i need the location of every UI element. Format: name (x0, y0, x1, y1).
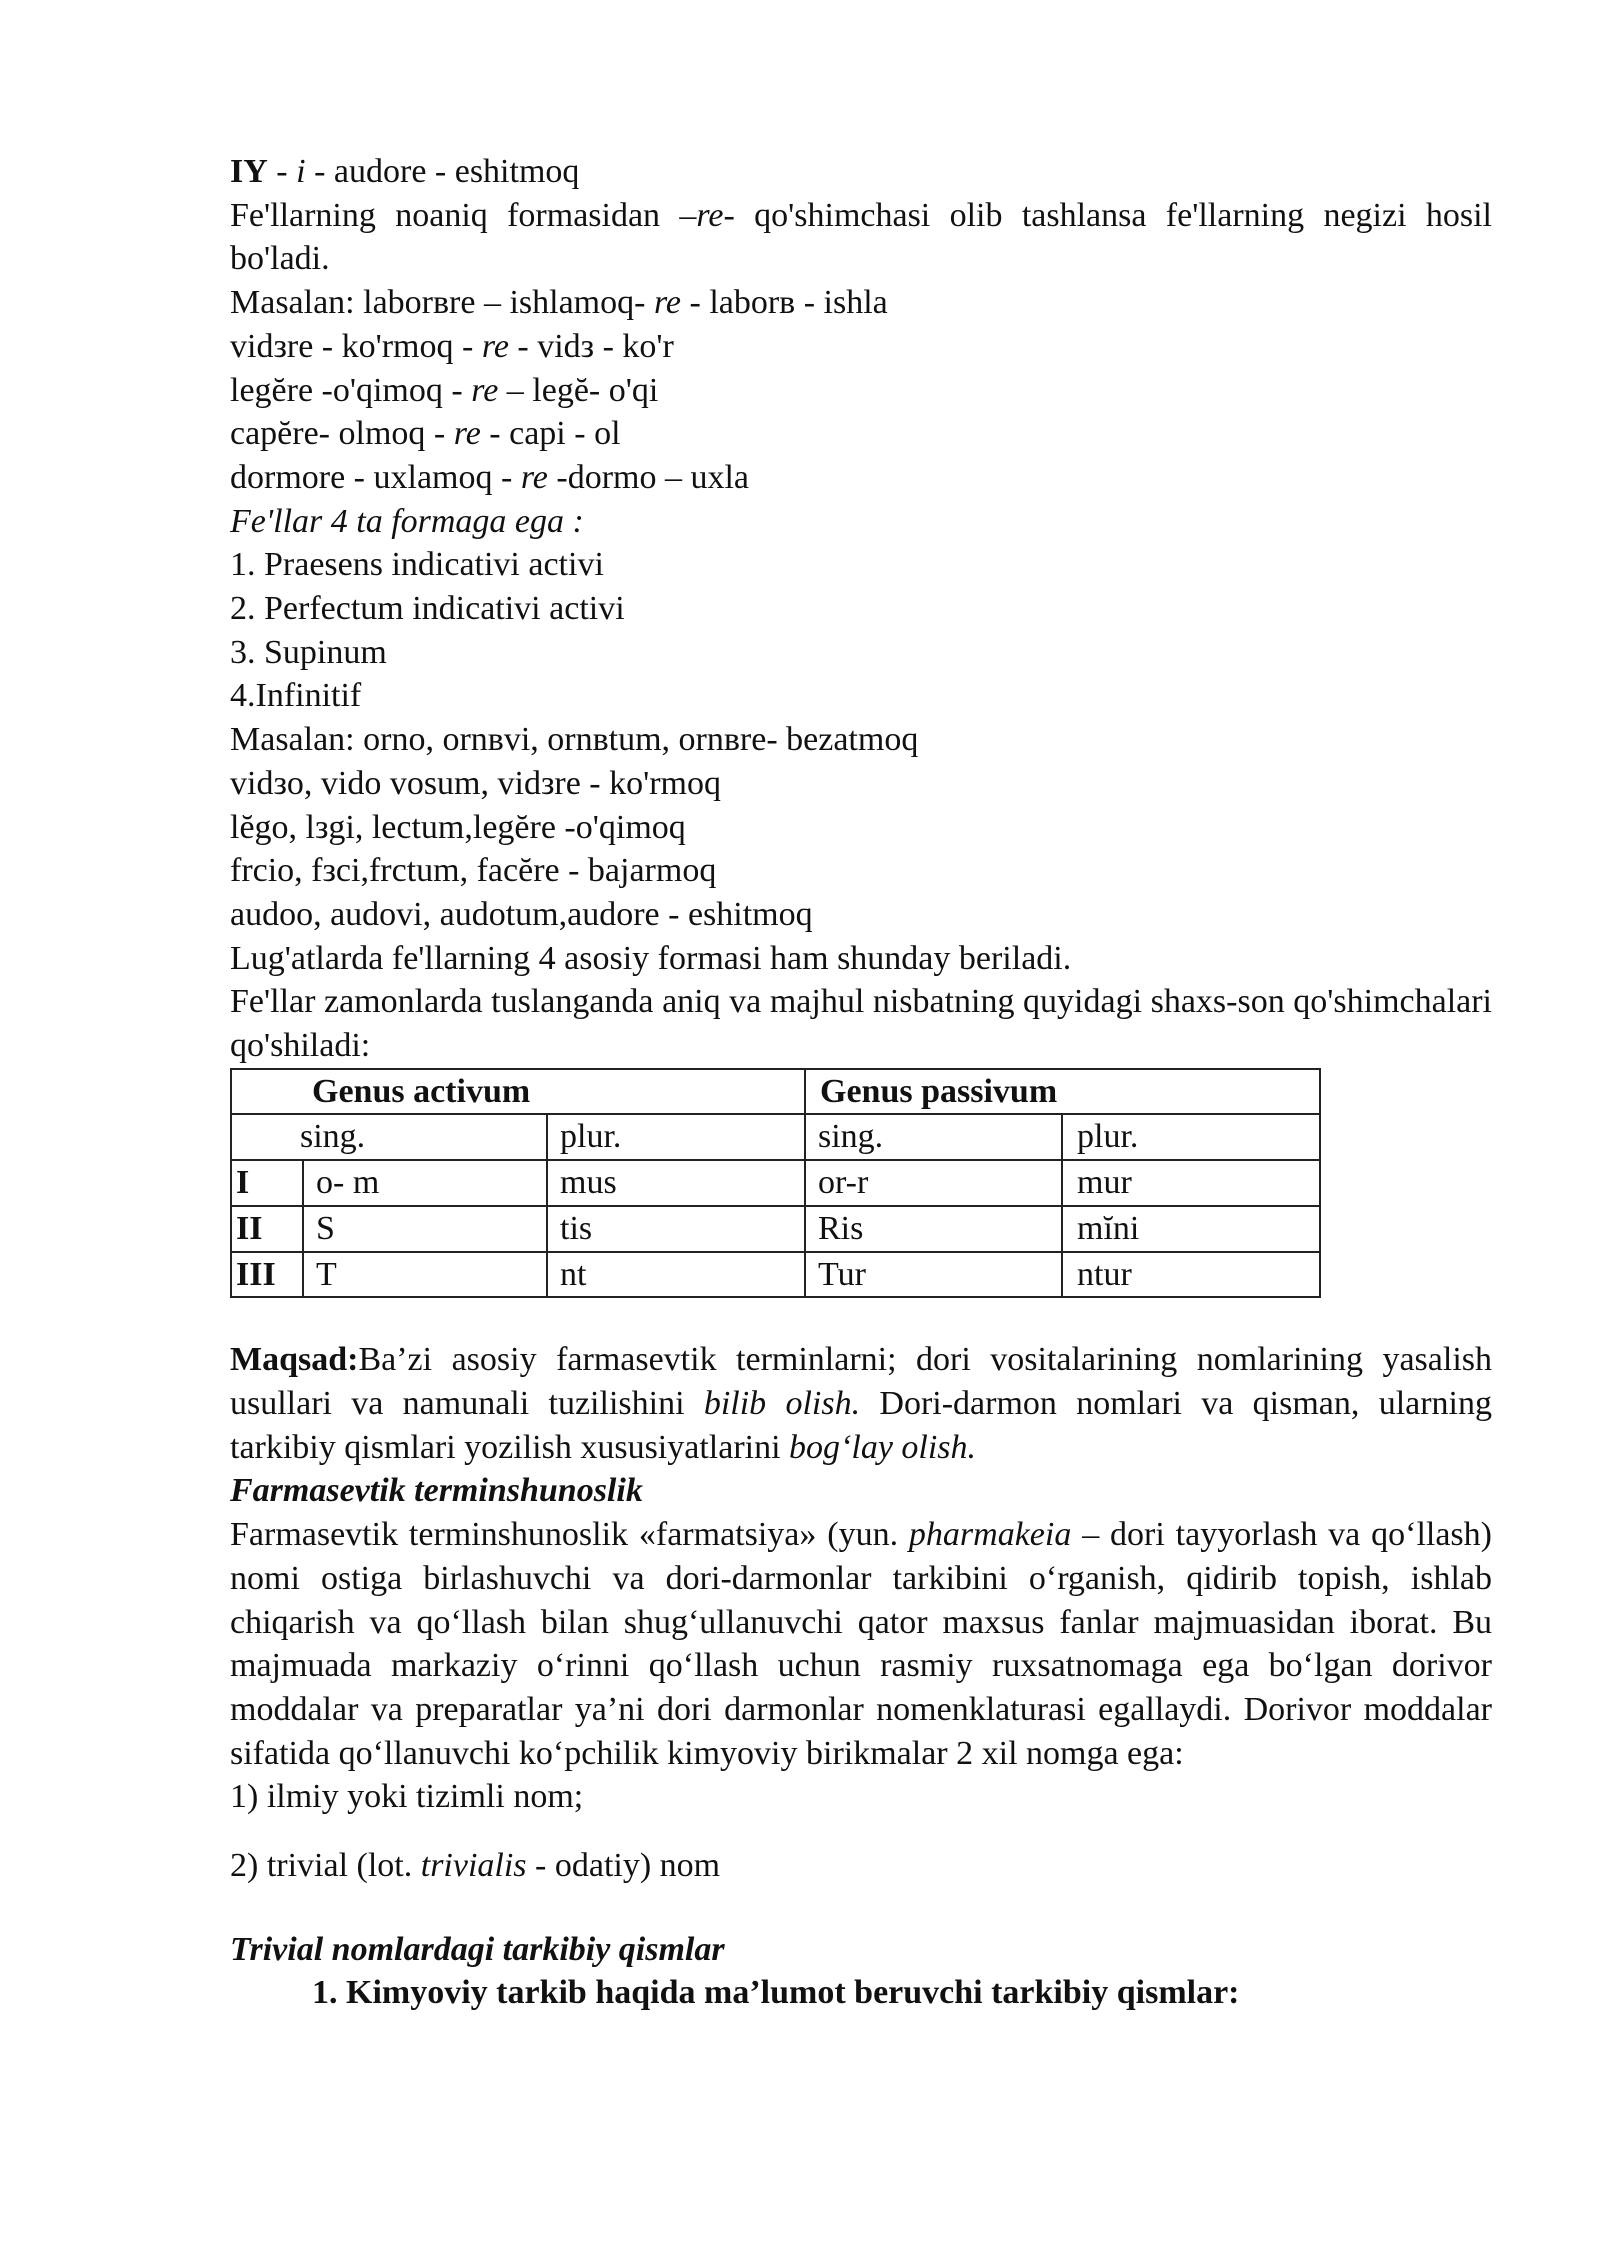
forms-heading: Fe'llar 4 ta formaga ega : (230, 502, 584, 540)
table-cell: mĭni (1062, 1206, 1320, 1252)
conjugation-endings-table (230, 1068, 1321, 1299)
text-fragment: vidзre - ko'rmoq - (230, 327, 482, 365)
text-fragment: - audore - eshitmoq (305, 153, 580, 190)
text-fragment: - vidз - ko'r (508, 327, 674, 365)
intro-paragraph (230, 194, 1492, 281)
text-fragment: Masalan: laborвre – ishlamoq- (230, 284, 654, 322)
genus-passivum-header: Genus passivum (805, 1069, 1320, 1115)
table-cell: nt (547, 1252, 805, 1298)
table-cell: o- m (303, 1160, 547, 1206)
text-fragment: capĕre- olmoq - (230, 415, 454, 453)
form-example-line: audoo, audovi, audotum,audore - eshitmoq (230, 895, 813, 933)
text-fragment: -dormo – uxla (547, 458, 750, 496)
person-number: III (231, 1252, 303, 1298)
text-fragment: - laborв - ishla (681, 284, 888, 322)
section-paragraph (230, 1513, 1492, 1775)
table-row (231, 1206, 1320, 1252)
form-example-line: Masalan: orno, ornвvi, ornвtum, ornвre- bezatmoq (230, 721, 919, 759)
text-italic: pharmakeia (908, 1516, 1072, 1554)
active-sing-header: sing. (231, 1114, 547, 1160)
forms-list-item: 1. Praesens indicativi activi (230, 546, 604, 584)
table-cell: mus (547, 1160, 805, 1206)
stem-vowel: i (296, 153, 306, 190)
forms-list-item: 4.Infinitif (230, 677, 362, 715)
maqsad-label: Maqsad: (230, 1341, 359, 1379)
suffix-italic: re (471, 371, 499, 409)
text-fragment: qo'shimchasi olib tashlansa fe'llarning negizi hosil bo'ladi. (230, 196, 1492, 278)
genus-activum-header: Genus activum (231, 1069, 805, 1115)
name-type-item: 1) ilmiy yoki tizimli nom; (230, 1778, 584, 1816)
text-fragment: – dori tayyorlash va qo‘llash) nomi ostiga birlashuvchi va dori-darmonlar tarkibini o‘rganish, qidirib topish, ishlab chiqarish va qo‘llash bilan shug‘ullanuvchi qator maxsus fanlar majmuasidan iborat. Bu majmuada markaziy o‘rinni qo‘llash uchun rasmiy ruxsatnomaga ega bo‘lgan dorivor moddalar va preparatlar ya’ni dori darmonlar nomenklaturasi egallaydi. Dorivor moddalar sifatida qo‘llanuvchi ko‘pchilik kimyoviy birikmalar 2 xil nomga ega: (230, 1516, 1492, 1772)
text-italic: bilib olish. (703, 1384, 861, 1422)
table-cell: Ris (805, 1206, 1062, 1252)
text-fragment: 2) trivial (lot. (230, 1847, 421, 1885)
table-cell: Tur (805, 1252, 1062, 1298)
section-heading: Farmasevtik terminshunoslik (230, 1472, 643, 1510)
form-example-line: Lug'atlarda fe'llarning 4 asosiy formasi ham shunday beriladi. (230, 939, 1072, 977)
section-heading: Trivial nomlardagi tarkibiy qismlar (230, 1930, 725, 1968)
table-cell: ntur (1062, 1252, 1320, 1298)
example-line (230, 412, 1492, 456)
form-example-line: vidзo, vido vosum, vidзre - ko'rmoq (230, 764, 722, 802)
table-cell: tis (547, 1206, 805, 1252)
table-subheader-row (231, 1114, 1320, 1160)
suffix-italic: re (520, 458, 548, 496)
intro-line-1 (230, 150, 1492, 194)
text-italic: trivialis (420, 1847, 527, 1885)
table-row (231, 1252, 1320, 1298)
suffix-italic: re (453, 415, 481, 453)
forms-list-item: 3. Supinum (230, 633, 387, 671)
text-fragment: Dori-darmon nomlari va qisman, ularning tarkibiy qismlari yozilish xususiyatlarini (230, 1384, 1492, 1466)
text-fragment: Farmasevtik terminshunoslik «farmatsiya» (yun. (230, 1516, 909, 1554)
suffix-italic: re (653, 284, 681, 322)
name-type-item (230, 1844, 1492, 1888)
passive-plur-header: plur. (1062, 1114, 1320, 1160)
table-header-row (231, 1069, 1320, 1115)
table-cell: T (303, 1252, 547, 1298)
table-row (231, 1160, 1320, 1206)
example-line (230, 456, 1492, 500)
example-line (230, 281, 1492, 325)
form-example-line: lĕgo, lзgi, lectum,legĕre -o'qimoq (230, 808, 686, 846)
suffix-italic: re- (696, 196, 735, 234)
maqsad-paragraph (230, 1338, 1492, 1469)
text-italic: bog‘lay olish. (789, 1428, 977, 1466)
text-fragment: Ba’zi asosiy farmasevtik terminlarni; dori vositalarining nomlarining yasalish usullari va namunali tuzilishini (230, 1341, 1492, 1422)
text-fragment: Fe'llarning noaniq formasidan – (230, 196, 697, 234)
text-fragment: – legĕ- o'qi (498, 371, 659, 409)
forms-list-item: 2. Perfectum indicativi activi (230, 590, 625, 628)
spacer (230, 1298, 1492, 1338)
text-fragment: - odatiy) nom (526, 1847, 721, 1885)
table-cell: or-r (805, 1160, 1062, 1206)
form-example-line: frсio, fзci,frсtum, facĕre - bajarmoq (230, 852, 717, 890)
person-number: I (231, 1160, 303, 1206)
text-fragment: dormore - uxlamoq - (230, 458, 521, 496)
spacer (230, 1819, 1492, 1844)
conjugation-number: IY (230, 153, 268, 190)
spacer (230, 1888, 1492, 1928)
numbered-list-heading: 1. Kimyoviy tarkib haqida ma’lumot beruvchi tarkibiy qismlar: (312, 1974, 1240, 2012)
passive-sing-header: sing. (805, 1114, 1062, 1160)
active-plur-header: plur. (547, 1114, 805, 1160)
suffix-italic: re (481, 327, 509, 365)
document-page (230, 150, 1492, 2015)
person-number: II (231, 1206, 303, 1252)
text-fragment: legĕre -o'qimoq - (230, 371, 472, 409)
example-line (230, 325, 1492, 369)
table-intro-paragraph: Fe'llar zamonlarda tuslanganda aniq va majhul nisbatning quyidagi shaxs-son qo'shimchalari qo'shiladi: (230, 983, 1492, 1065)
text-fragment: - capi - ol (480, 415, 621, 453)
example-line (230, 369, 1492, 413)
table-cell: S (303, 1206, 547, 1252)
text-fragment: - (267, 153, 297, 190)
table-cell: mur (1062, 1160, 1320, 1206)
